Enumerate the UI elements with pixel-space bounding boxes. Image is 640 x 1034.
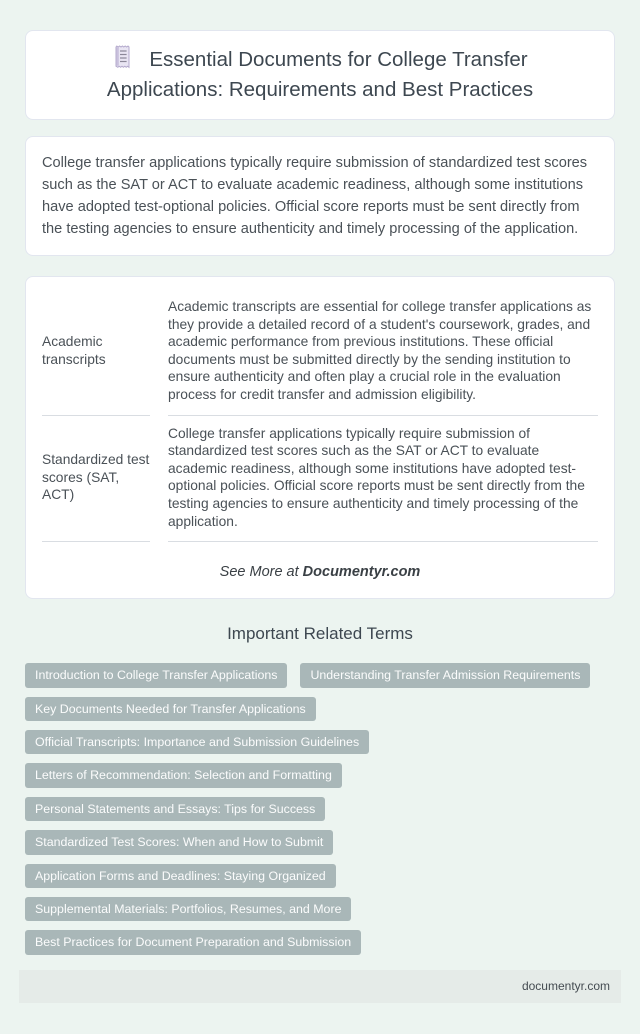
related-term-tag[interactable]: Letters of Recommendation: Selection and Formatting	[25, 763, 342, 787]
footer-bar	[19, 970, 621, 1003]
related-term-tag[interactable]: Application Forms and Deadlines: Staying Organized	[25, 864, 336, 888]
see-more-line	[42, 564, 598, 580]
title-card	[25, 30, 615, 120]
intro-paragraph: College transfer applications typically require submission of standardized test scores such as the SAT or ACT to evaluate academic readiness, although some institutions have adopted test-optional policies. Official score reports must be sent directly from the testing agencies to ensure authenticity and timely processing of the application.	[42, 155, 588, 237]
related-terms-list	[25, 663, 615, 955]
page-title	[54, 45, 586, 105]
related-term-tag[interactable]: Best Practices for Document Preparation and Submission	[25, 930, 361, 954]
receipt-icon	[112, 45, 133, 70]
related-term-tag[interactable]: Understanding Transfer Admission Requirements	[300, 663, 590, 687]
see-more-prefix: See More at	[219, 564, 303, 581]
see-more-site-link[interactable]: Documentyr.com	[302, 564, 421, 581]
table-cell-description	[168, 289, 598, 416]
table-cell-term	[42, 416, 150, 543]
related-term-tag[interactable]: Official Transcripts: Importance and Submission Guidelines	[25, 730, 369, 754]
table-cell-term	[42, 289, 150, 416]
related-term-tag[interactable]: Supplemental Materials: Portfolios, Resumes, and More	[25, 897, 351, 921]
documents-table-card	[25, 276, 615, 599]
term-label: Academic transcripts	[42, 334, 106, 367]
table-row	[42, 416, 598, 543]
table-row	[42, 289, 598, 416]
page-title-line2: Applications: Requirements and Best Practices	[106, 78, 534, 101]
related-terms-heading: Important Related Terms	[227, 624, 413, 644]
page-title-line1: Essential Documents for College Transfer	[149, 48, 528, 71]
table-cell-description	[168, 416, 598, 543]
related-term-tag[interactable]: Standardized Test Scores: When and How to Submit	[25, 830, 333, 854]
term-description: Academic transcripts are essential for college transfer applications as they provide a detailed record of a student's coursework, grades, and academic performance from previous institutions. These official documents must be submitted directly by the sending institution to ensure authenticity and often play a crucial role in the evaluation process for credit transfer and admission eligibility.	[168, 299, 592, 402]
intro-card	[25, 136, 615, 256]
term-label: Standardized test scores (SAT, ACT)	[42, 451, 150, 503]
related-term-tag[interactable]: Introduction to College Transfer Applications	[25, 663, 287, 687]
related-term-tag[interactable]: Personal Statements and Essays: Tips for Success	[25, 797, 325, 821]
footer-site-link[interactable]: documentyr.com	[521, 979, 610, 994]
term-description: College transfer applications typically require submission of standardized test scores such as the SAT or ACT to evaluate academic readiness, although some institutions have adopted test-optional policies. Official score reports must be sent directly from the testing agencies to ensure authenticity and timely processing of the application.	[168, 425, 585, 529]
related-term-tag[interactable]: Key Documents Needed for Transfer Applications	[25, 697, 316, 721]
